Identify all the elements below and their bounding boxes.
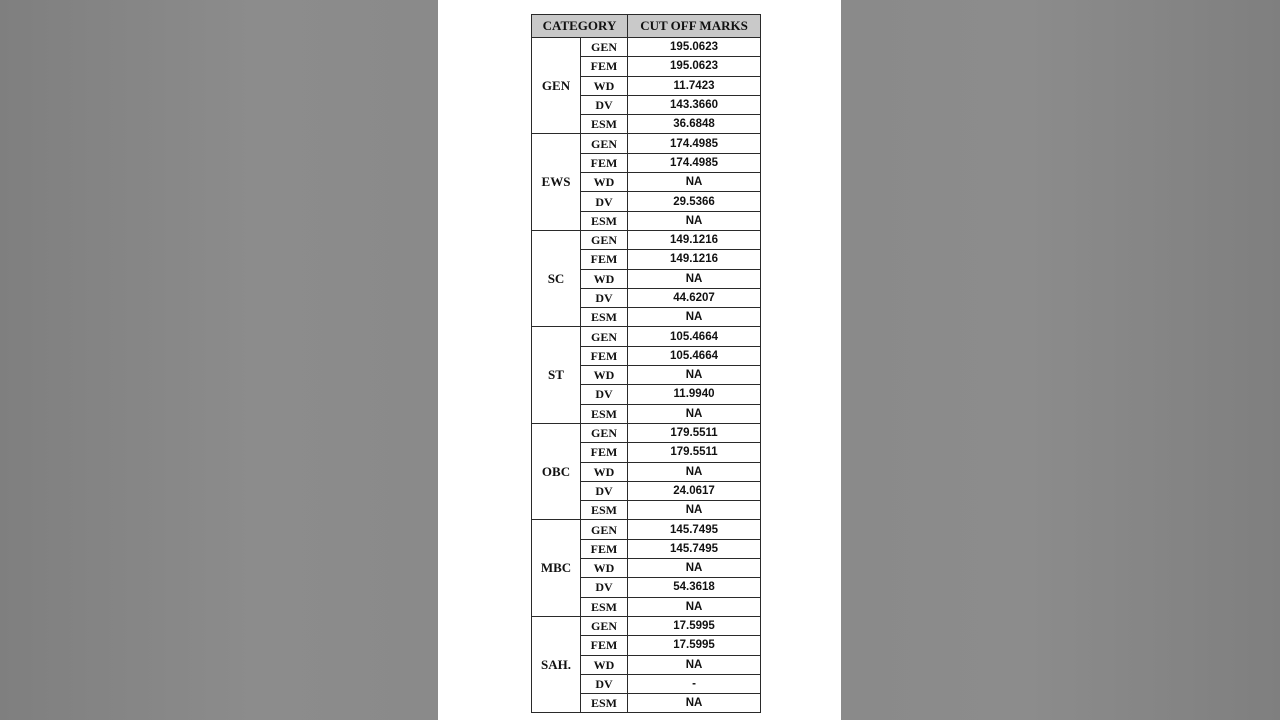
subcategory-cell: GEN [581,423,628,442]
cutoff-marks-cell: NA [628,559,761,578]
subcategory-cell: ESM [581,404,628,423]
category-cell: SAH. [532,616,581,712]
subcategory-cell: DV [581,578,628,597]
cutoff-marks-cell: 36.6848 [628,115,761,134]
subcategory-cell: DV [581,385,628,404]
cutoff-marks-cell: NA [628,597,761,616]
cutoff-marks-cell: 179.5511 [628,423,761,442]
subcategory-cell: WD [581,366,628,385]
cutoff-marks-cell: NA [628,173,761,192]
header-category: CATEGORY [532,15,628,38]
subcategory-cell: WD [581,462,628,481]
cutoff-marks-cell: 145.7495 [628,539,761,558]
cutoff-marks-cell: 17.5995 [628,616,761,635]
cutoff-marks-cell: NA [628,269,761,288]
subcategory-cell: FEM [581,346,628,365]
header-row [532,15,761,38]
cutoff-marks-cell: NA [628,501,761,520]
cutoff-marks-cell: NA [628,462,761,481]
cutoff-marks-cell: 24.0617 [628,481,761,500]
subcategory-cell: FEM [581,636,628,655]
cutoff-marks-cell: NA [628,655,761,674]
subcategory-cell: FEM [581,57,628,76]
table-row [532,520,761,539]
subcategory-cell: GEN [581,230,628,249]
subcategory-cell: FEM [581,539,628,558]
cutoff-marks-cell: 195.0623 [628,38,761,57]
subcategory-cell: WD [581,173,628,192]
cutoff-marks-cell: 149.1216 [628,250,761,269]
subcategory-cell: GEN [581,327,628,346]
cutoff-marks-cell: 145.7495 [628,520,761,539]
subcategory-cell: DV [581,288,628,307]
subcategory-cell: DV [581,95,628,114]
subcategory-cell: GEN [581,38,628,57]
cutoff-marks-cell: NA [628,366,761,385]
cutoff-marks-cell: - [628,674,761,693]
table-row [532,134,761,153]
subcategory-cell: ESM [581,211,628,230]
cutoff-marks-table [531,14,761,713]
cutoff-marks-cell: NA [628,404,761,423]
cutoff-marks-cell: 17.5995 [628,636,761,655]
table-row [532,423,761,442]
subcategory-cell: ESM [581,115,628,134]
cutoff-marks-cell: 179.5511 [628,443,761,462]
cutoff-marks-cell: 44.6207 [628,288,761,307]
header-cut-off-marks: CUT OFF MARKS [628,15,761,38]
category-cell: OBC [532,423,581,519]
subcategory-cell: FEM [581,443,628,462]
table-row [532,230,761,249]
subcategory-cell: ESM [581,597,628,616]
cutoff-marks-cell: 105.4664 [628,346,761,365]
subcategory-cell: WD [581,76,628,95]
subcategory-cell: GEN [581,520,628,539]
cutoff-marks-cell: 11.9940 [628,385,761,404]
table-row [532,327,761,346]
subcategory-cell: ESM [581,308,628,327]
table-row [532,616,761,635]
subcategory-cell: GEN [581,616,628,635]
cutoff-marks-cell: 149.1216 [628,230,761,249]
category-cell: EWS [532,134,581,230]
subcategory-cell: FEM [581,153,628,172]
table-row [532,38,761,57]
subcategory-cell: DV [581,192,628,211]
subcategory-cell: WD [581,655,628,674]
cutoff-marks-cell: 174.4985 [628,134,761,153]
subcategory-cell: ESM [581,501,628,520]
cutoff-marks-cell: NA [628,694,761,713]
subcategory-cell: WD [581,559,628,578]
subcategory-cell: ESM [581,694,628,713]
cutoff-marks-cell: 54.3618 [628,578,761,597]
subcategory-cell: DV [581,481,628,500]
table-body [532,38,761,713]
category-cell: SC [532,230,581,326]
category-cell: MBC [532,520,581,616]
category-cell: GEN [532,38,581,134]
cutoff-marks-cell: NA [628,211,761,230]
subcategory-cell: FEM [581,250,628,269]
cutoff-marks-cell: 195.0623 [628,57,761,76]
subcategory-cell: GEN [581,134,628,153]
category-cell: ST [532,327,581,423]
cutoff-marks-cell: 105.4664 [628,327,761,346]
cutoff-marks-cell: NA [628,308,761,327]
cutoff-marks-cell: 143.3660 [628,95,761,114]
cutoff-marks-cell: 174.4985 [628,153,761,172]
subcategory-cell: DV [581,674,628,693]
subcategory-cell: WD [581,269,628,288]
cutoff-marks-cell: 29.5366 [628,192,761,211]
cutoff-marks-cell: 11.7423 [628,76,761,95]
